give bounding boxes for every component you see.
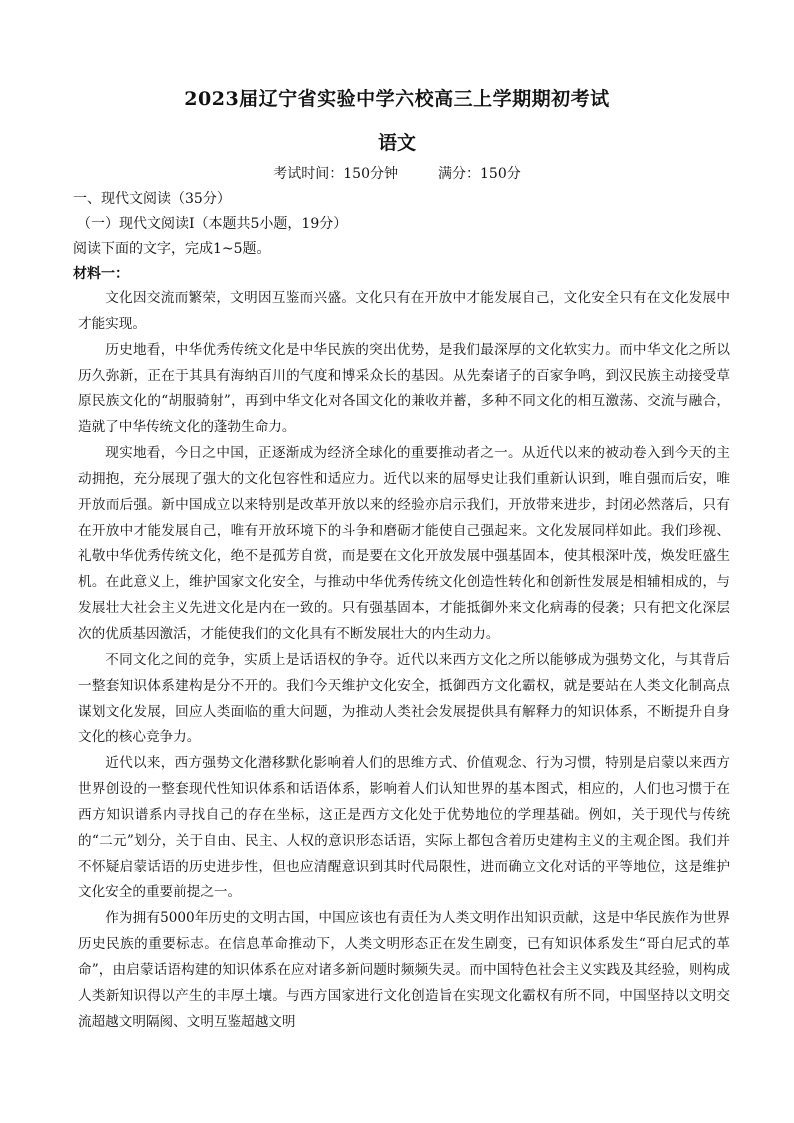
exam-score: 满分：150分 — [438, 166, 521, 182]
passage — [78, 286, 730, 1035]
exam-info — [0, 163, 794, 183]
exam-title: 2023届辽宁省实验中学六校高三上学期期初考试 — [184, 88, 610, 110]
exam-time: 考试时间：150分钟 — [273, 166, 398, 182]
paragraph: 文化因交流而繁荣，文明因互鉴而兴盛。文化只有在开放中才能发展自己，文化安全只有在文化发展中才能实现。 — [78, 290, 730, 332]
paragraph: 作为拥有5000年历史的文明古国，中国应该也有责任为人类文明作出知识贡献，这是中华民族作为世界历史民族的重要标志。在信息革命推动下，人类文明形态正在发生剧变，已有知识体系发生“哥白尼式的革命”，由启蒙话语构建的知识体系在应对诸多新问题时频频失灵。而中国特色社会主义实践及其经验，则构成人类新知识得以产生的丰厚土壤。与西方国家进行文化创造旨在实现文化霸权有所不同，中国坚持以文明交流超越文明隔阂、文明互鉴超越文明 — [78, 910, 730, 1030]
subject-title: 语文 — [377, 132, 416, 154]
paragraph: 现实地看，今日之中国，正逐渐成为经济全球化的重要推动者之一。从近代以来的被动卷入到今天的主动拥抱，充分展现了强大的文化包容性和适应力。近代以来的屈辱史让我们重新认识到，唯自强而后安，唯开放而后强。新中国成立以来特别是改革开放以来的经验亦启示我们，开放带来进步，封闭必然落后，只有在开放中才能发展自己，唯有开放环境下的斗争和磨砺才能使自己强起来。文化发展同样如此。我们珍视、礼敬中华优秀传统文化，绝不是孤芳自赏，而是要在文化开放发展中强基固本，使其根深叶茂，焕发旺盛生机。在此意义上，维护国家文化安全，与推动中华优秀传统文化创造性转化和创新性发展是相辅相成的，与发展壮大社会主义先进文化是内在一致的。只有强基固本，才能抵御外来文化病毒的侵袭；只有把文化深层次的优质基因激活，才能使我们的文化具有不断发展壮大的内生动力。 — [78, 445, 730, 642]
part-heading: 一、现代文阅读（35分） — [73, 191, 231, 207]
material-label: 材料一： — [73, 266, 129, 282]
sub-heading: （一）现代文阅读Ⅰ（本题共5小题，19分） — [77, 216, 348, 232]
paragraph: 近代以来，西方强势文化潜移默化影响着人们的思维方式、价值观念、行为习惯，特别是启蒙以来西方世界创设的一整套现代性知识体系和话语体系，影响着人们认知世界的基本图式，相应的，人们也习惯于在西方知识谱系内寻找自己的存在坐标，这正是西方文化处于优势地位的学理基础。例如，关于现代与传统的“二元”划分，关于自由、民主、人权的意识形态话语，实际上都包含着历史建构主义的主观企图。我们并不怀疑启蒙话语的历史进步性，但也应清醒意识到其时代局限性，进而确立文化对话的平等地位，这是维护文化安全的重要前提之一。 — [78, 755, 730, 901]
instruction: 阅读下面的文字，完成1~5题。 — [73, 241, 271, 257]
paragraph: 不同文化之间的竞争，实质上是话语权的争夺。近代以来西方文化之所以能够成为强势文化，与其背后一整套知识体系建构是分不开的。我们今天维护文化安全，抵御西方文化霸权，就是要站在人类文化制高点谋划文化发展，回应人类面临的重大问题，为推动人类社会发展提供具有解释力的知识体系，不断提升自身文化的核心竞争力。 — [78, 651, 730, 746]
paragraph: 历史地看，中华优秀传统文化是中华民族的突出优势，是我们最深厚的文化软实力。而中华文化之所以历久弥新，正在于其具有海纳百川的气度和博采众长的基因。从先秦诸子的百家争鸣，到汉民族主动接受草原民族文化的“胡服骑射”，再到中华文化对各国文化的兼收并蓄，多种不同文化的相互激荡、交流与融合，造就了中华传统文化的蓬勃生命力。 — [78, 341, 730, 436]
